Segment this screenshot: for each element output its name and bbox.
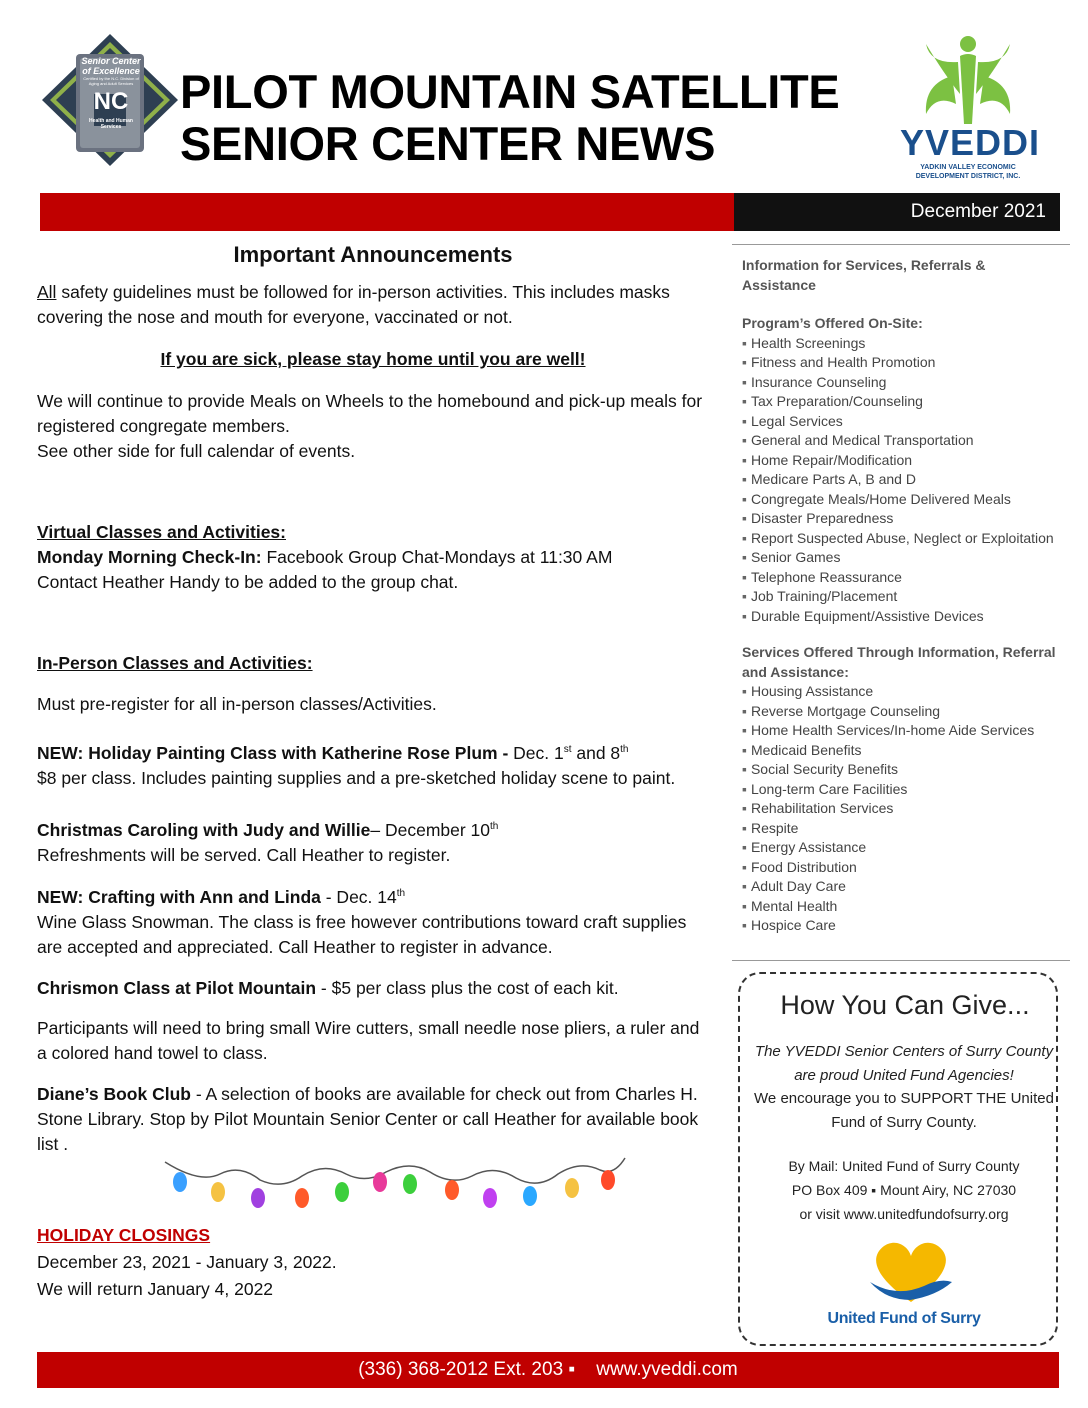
caroling-date: – December 10 <box>370 820 491 840</box>
painting-sup-1: st <box>563 744 572 756</box>
preregister-note: Must pre-register for all in-person classes/Activities. <box>37 694 437 714</box>
onsite-program-item: ▪ Disaster Preparedness <box>742 509 1062 529</box>
onsite-heading: Program’s Offered On-Site: <box>742 315 923 331</box>
caroling-sup: th <box>490 821 499 833</box>
onsite-program-item: ▪ Tax Preparation/Counseling <box>742 392 1062 412</box>
mail-line-2: PO Box 409 ▪ Mount Airy, NC 27030 <box>791 1182 1017 1198</box>
chrismon-text: - $5 per class plus the cost of each kit. <box>316 978 619 998</box>
footer-bar <box>37 1352 1059 1388</box>
date-bar <box>734 193 1060 231</box>
painting-text: $8 per class. Includes painting supplies and a pre-sketched holiday scene to paint. <box>37 768 676 788</box>
onsite-program-item: ▪ Health Screenings <box>742 334 1062 354</box>
footer-contact: (336) 368-2012 Ext. 203 ▪ www.yveddi.com <box>358 1359 738 1380</box>
safety-text: safety guidelines must be followed for in-person activities. This includes masks covering the nose and mouth for everyone, vaccinated or not. <box>37 282 670 327</box>
sidebar-divider-top <box>732 244 1070 245</box>
meals-text: We will continue to provide Meals on Wheels to the homebound and pick-up meals for registered congregate members. <box>37 391 703 436</box>
painting-date-b: and 8 <box>571 743 621 763</box>
title-line-1: PILOT MOUNTAIN SATELLITE <box>180 65 840 118</box>
onsite-program-item: ▪ General and Medical Transportation <box>742 431 1062 451</box>
give-mail-info <box>748 1154 1060 1226</box>
caroling-label: Christmas Caroling with Judy and Willie <box>37 820 371 840</box>
book-club <box>37 1082 709 1157</box>
crafting-text: Wine Glass Snowman. The class is free however contributions toward craft supplies are accepted and appreciated. Call Heather to register in advance. <box>37 912 687 957</box>
checkin-label: Monday Morning Check-In: <box>37 547 262 567</box>
onsite-program-item: ▪ Congregate Meals/Home Delivered Meals <box>742 490 1062 510</box>
yveddi-line-2: DEVELOPMENT DISTRICT, INC. <box>915 173 1021 180</box>
onsite-programs-list <box>742 334 1062 627</box>
chrismon-class <box>37 976 709 1001</box>
onsite-program-item: ▪ Durable Equipment/Assistive Devices <box>742 607 1062 627</box>
referral-service-item: ▪ Rehabilitation Services <box>742 799 1062 819</box>
closings-return: We will return January 4, 2022 <box>37 1279 274 1299</box>
onsite-program-item: ▪ Telephone Reassurance <box>742 568 1062 588</box>
onsite-program-item: ▪ Job Training/Placement <box>742 587 1062 607</box>
meals-paragraph <box>37 389 709 464</box>
painting-class <box>37 741 709 791</box>
sidebar-divider-bottom <box>732 960 1070 961</box>
referral-service-item: ▪ Home Health Services/In-home Aide Services <box>742 721 1062 741</box>
chrismon-label: Chrismon Class at Pilot Mountain <box>37 978 317 998</box>
calendar-note: See other side for full calendar of events. <box>37 441 356 461</box>
referral-service-item: ▪ Reverse Mortgage Counseling <box>742 702 1062 722</box>
referral-service-item: ▪ Food Distribution <box>742 858 1062 878</box>
referral-heading: Services Offered Through Information, Referral and Assistance: <box>742 644 1056 680</box>
crafting-sup: th <box>396 888 406 900</box>
caroling-event <box>37 818 709 868</box>
mail-line-1: By Mail: United Fund of Surry County <box>788 1158 1020 1174</box>
referral-service-item: ▪ Social Security Benefits <box>742 760 1062 780</box>
referral-service-item: ▪ Housing Assistance <box>742 682 1062 702</box>
bookclub-label: Diane’s Book Club <box>37 1084 191 1104</box>
yveddi-logo <box>900 34 1050 184</box>
website-link[interactable]: or visit www.unitedfundofsurry.org <box>799 1206 1009 1222</box>
onsite-program-item: ▪ Medicare Parts A, B and D <box>742 470 1062 490</box>
checkin-text: Facebook Group Chat-Mondays at 11:30 AM <box>261 547 613 567</box>
christmas-lights-decoration <box>160 1150 630 1216</box>
safety-all: All <box>37 282 57 302</box>
crafting-label: NEW: Crafting with Ann and Linda <box>37 887 321 907</box>
yveddi-line-1: YADKIN VALLEY ECONOMIC <box>920 164 1016 171</box>
virtual-heading: Virtual Classes and Activities: <box>37 522 286 542</box>
give-body <box>748 1040 1060 1134</box>
announcements-column <box>37 240 709 1157</box>
header-red-band <box>40 193 734 231</box>
painting-date-a: Dec. 1 <box>513 743 564 763</box>
info-heading: Information for Services, Referrals & Assistance <box>742 257 986 293</box>
yveddi-figure-icon <box>900 34 1050 126</box>
referral-service-item: ▪ Hospice Care <box>742 916 1062 936</box>
title-line-2: SENIOR CENTER NEWS <box>180 117 716 170</box>
onsite-program-item: ▪ Senior Games <box>742 548 1062 568</box>
referral-service-item: ▪ Long-term Care Facilities <box>742 780 1062 800</box>
yveddi-name: YVEDDI <box>900 122 1041 163</box>
give-title: How You Can Give... <box>780 990 1030 1020</box>
give-italic-text: The YVEDDI Senior Centers of Surry County are proud United Fund Agencies! <box>754 1043 1054 1084</box>
referral-services-list <box>742 682 1062 936</box>
safety-paragraph <box>37 280 709 330</box>
bookclub-text: - A selection of books are available for check out from Charles H. Stone Library. Stop by Pilot Mountain Senior Center or call Heather for available book list . <box>37 1084 699 1154</box>
onsite-program-item: ▪ Legal Services <box>742 412 1062 432</box>
united-fund-heart-icon <box>866 1238 956 1310</box>
caroling-text: Refreshments will be served. Call Heather to register. <box>37 845 451 865</box>
services-sidebar <box>742 256 1062 936</box>
seal-text: Senior Center of Excellence Certified by the N.C. Division of Aging and Adult Services NC Health and Human Services <box>81 56 141 130</box>
crafting-event <box>37 885 709 960</box>
onsite-program-item: ▪ Insurance Counseling <box>742 373 1062 393</box>
checkin-paragraph <box>37 545 709 595</box>
sick-notice: If you are sick, please stay home until you are well! <box>160 349 586 369</box>
issue-date: December 2021 <box>910 201 1046 222</box>
closings-heading: HOLIDAY CLOSINGS <box>37 1225 211 1245</box>
referral-service-item: ▪ Mental Health <box>742 897 1062 917</box>
inperson-heading: In-Person Classes and Activities: <box>37 653 313 673</box>
announcements-heading: Important Announcements <box>233 242 513 267</box>
painting-sup-2: th <box>620 744 629 756</box>
referral-service-item: ▪ Energy Assistance <box>742 838 1062 858</box>
crafting-date: - Dec. 14 <box>320 887 397 907</box>
checkin-contact: Contact Heather Handy to be added to the group chat. <box>37 572 459 592</box>
united-fund-logo-label: United Fund of Surry <box>827 1310 981 1327</box>
closings-dates: December 23, 2021 - January 3, 2022. <box>37 1252 337 1272</box>
give-support-text: We encourage you to SUPPORT THE United Fund of Surry County. <box>754 1090 1054 1131</box>
holiday-closings <box>37 1222 677 1303</box>
painting-label: NEW: Holiday Painting Class with Katherine Rose Plum - <box>37 743 514 763</box>
page-title <box>180 66 839 170</box>
participants-note: Participants will need to bring small Wire cutters, small needle nose pliers, a ruler and a colored hand towel to class. <box>37 1018 700 1063</box>
onsite-program-item: ▪ Report Suspected Abuse, Neglect or Exploitation <box>742 529 1062 549</box>
referral-service-item: ▪ Respite <box>742 819 1062 839</box>
referral-service-item: ▪ Medicaid Benefits <box>742 741 1062 761</box>
onsite-program-item: ▪ Fitness and Health Promotion <box>742 353 1062 373</box>
onsite-program-item: ▪ Home Repair/Modification <box>742 451 1062 471</box>
referral-service-item: ▪ Adult Day Care <box>742 877 1062 897</box>
